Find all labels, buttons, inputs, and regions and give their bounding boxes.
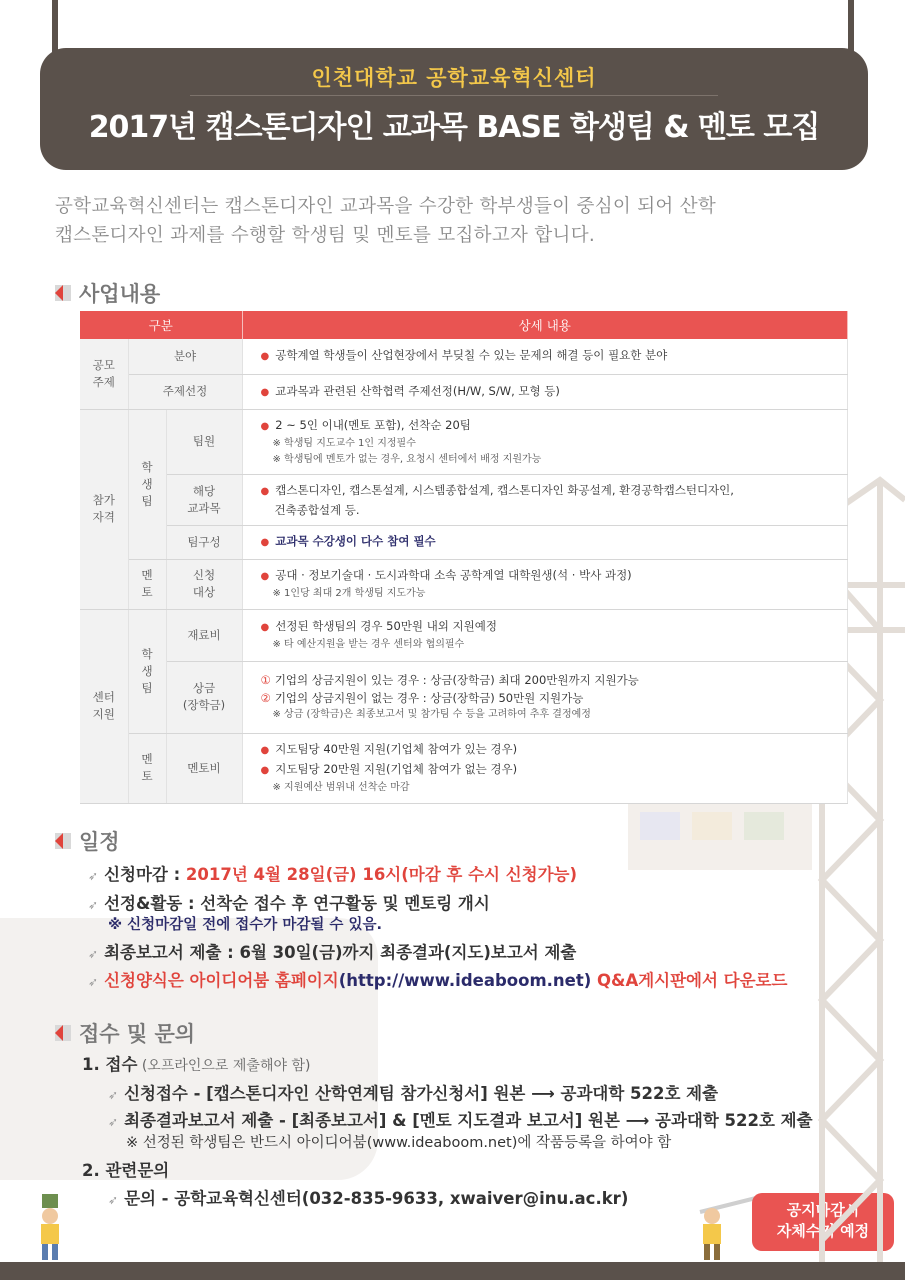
circled-two: ②	[260, 691, 271, 705]
prize-text-2: 기업의 상금지원이 없는 경우 : 상금(장학금) 50만원 지원가능	[274, 691, 584, 705]
section-schedule-title: 일정	[79, 830, 120, 854]
bullet-icon: ●	[260, 537, 270, 548]
cell-team-member: 팀원	[166, 409, 242, 474]
arrow-icon: ➶	[108, 1115, 119, 1129]
material-text: 선정된 학생팀의 경우 50만원 내외 지원예정	[275, 619, 497, 633]
topic-text: 교과목과 관련된 산학협력 주제선정(H/W, S/W, 모형 등)	[275, 383, 560, 398]
row-label-qualification: 참가 자격	[80, 409, 128, 609]
cell-material: 재료비	[166, 609, 242, 661]
course-text: 캡스톤디자인, 캡스톤설계, 시스템종합설계, 캡스톤디자인 화공설계, 환경공학캡스턴디자인,	[275, 482, 734, 497]
organization-name: 인천대학교 공학교육혁신센터	[311, 66, 597, 90]
cell-student-team: 학 생 팀	[128, 409, 166, 559]
cell-course: 해당 교과목	[166, 474, 242, 525]
form-text-a: 신청양식은 아이디어붐 홈페이지	[104, 971, 339, 990]
cell-support-mentor: 멘 토	[128, 733, 166, 803]
bullet-icon: ●	[260, 622, 270, 633]
cell-mentor: 멘 토	[128, 559, 166, 609]
bullet-icon: ●	[260, 765, 270, 776]
team-text: 2 ~ 5인 이내(멘토 포함), 선착순 20팀	[275, 417, 471, 432]
cell-topic: 주제선정	[128, 374, 242, 409]
page-title: 2017년 캡스톤디자인 교과목 BASE 학생팀 & 멘토 모집	[88, 110, 820, 145]
target-note: ※ 1인당 최대 2개 학생팀 지도가능	[272, 588, 426, 599]
item1-number: 1.	[82, 1055, 106, 1074]
table-row	[80, 374, 848, 409]
bullet-icon: ●	[260, 386, 270, 398]
row-label-support: 센터 지원	[80, 609, 128, 803]
cell-composition: 팀구성	[166, 525, 242, 559]
field-text: 공학계열 학생들이 산업현장에서 부딪칠 수 있는 문제의 해결 등이 필요한 분야	[275, 348, 668, 363]
arrow-icon: ➶	[108, 1088, 119, 1102]
business-table	[80, 311, 848, 804]
intro-line-1: 공학교육혁신센터는 캡스톤디자인 교과목을 수강한 학부생들이 중심이 되어 산학	[55, 196, 717, 217]
cell-support-student: 학 생 팀	[128, 609, 166, 733]
table-row	[80, 474, 848, 525]
contact-note: ※ 선정된 학생팀은 반드시 아이디어붐(www.ideaboom.net)에 작품등록을 하여야 함	[126, 1135, 672, 1151]
mentor-fee-text-1: 지도팀당 40만원 지원(기업체 참여가 있는 경우)	[275, 742, 518, 756]
mentor-fee-note: ※ 지원예산 범위내 선착순 마감	[272, 782, 410, 793]
prize-note: ※ 상금 (장학금)은 최종보고서 및 참가팀 수 등을 고려하여 추후 결정예정	[272, 709, 591, 720]
course-text-2: 건축종합설계 등.	[274, 502, 360, 517]
activity-text: 선정&활동 : 선착순 접수 후 연구활동 및 멘토링 개시	[104, 894, 490, 913]
bullet-icon: ●	[260, 745, 270, 756]
inquiry-text: 문의 - 공학교육혁신센터(032-835-9633, xwaiver@inu.ac.kr)	[124, 1189, 629, 1208]
arrow-icon: ➶	[108, 1193, 119, 1207]
arrow-icon: ➶	[88, 975, 99, 989]
section-contact-title: 접수 및 문의	[79, 1022, 196, 1046]
team-note-2: ※ 학생팀에 멘토가 없는 경우, 요청시 센터에서 배정 지원가능	[272, 453, 542, 465]
material-note: ※ 타 예산지원을 받는 경우 센터와 협의필수	[272, 639, 465, 650]
composition-text: 교과목 수강생이 다수 참여 필수	[275, 534, 436, 548]
apply-text: 신청접수 - [캡스톤디자인 산학연계팀 참가신청서] 원본 ⟶ 공과대학 522호 제출	[124, 1084, 719, 1103]
section-business-title: 사업내용	[79, 282, 161, 306]
item1-sub: (오프라인으로 제출해야 함)	[137, 1058, 311, 1074]
deadline-value: 2017년 4월 28일(금) 16시(마감 후 수시 신청가능)	[185, 865, 578, 884]
cell-prize: 상금 (장학금)	[166, 661, 242, 733]
contact-item-2: 2. 관련문의	[82, 1161, 170, 1180]
table-row	[80, 559, 848, 609]
form-text-c: Q&A게시판에서 다운로드	[591, 971, 788, 990]
cell-mentor-fee: 멘토비	[166, 733, 242, 803]
deadline-label: 신청마감 :	[104, 865, 186, 884]
item1-label: 접수	[105, 1055, 138, 1074]
circled-one: ①	[260, 673, 271, 687]
bullet-icon: ●	[260, 571, 270, 582]
bullet-icon: ●	[260, 420, 270, 432]
badge-line-2: 자체수거 예정	[776, 1222, 870, 1240]
table-row	[80, 661, 848, 733]
team-note-1: ※ 학생팀 지도교수 1인 지정필수	[272, 437, 416, 449]
table-header-row	[80, 311, 848, 339]
arrow-icon: ➶	[88, 898, 99, 912]
form-url-link[interactable]: (http://www.ideaboom.net)	[338, 971, 592, 990]
bullet-icon: ●	[260, 351, 270, 363]
mentor-fee-text-2: 지도팀당 20만원 지원(기업체 참여가 없는 경우)	[275, 762, 518, 776]
table-row	[80, 733, 848, 803]
header-category: 구분	[80, 311, 242, 339]
cell-target: 신청 대상	[166, 559, 242, 609]
activity-note: ※ 신청마감일 전에 접수가 마감될 수 있음.	[108, 917, 383, 933]
arrow-icon: ➶	[88, 947, 99, 961]
report-text: 최종보고서 제출 : 6월 30일(금)까지 최종결과(지도)보고서 제출	[104, 943, 577, 962]
intro-line-2: 캡스톤디자인 과제를 수행할 학생팀 및 멘토를 모집하고자 합니다.	[55, 225, 596, 246]
bullet-icon: ●	[260, 485, 270, 497]
header-detail: 상세 내용	[242, 311, 848, 339]
table-row	[80, 339, 848, 374]
final-text: 최종결과보고서 제출 - [최종보고서] & [멘토 지도결과 보고서] 원본 ⟶ 공과대학 522호 제출	[124, 1111, 813, 1130]
row-label-contest: 공모 주제	[80, 339, 128, 409]
table-row	[80, 409, 848, 474]
table-row	[80, 525, 848, 559]
arrow-icon: ➶	[88, 869, 99, 883]
prize-text-1: 기업의 상금지원이 있는 경우 : 상금(장학금) 최대 200만원까지 지원가능	[274, 673, 639, 687]
table-row	[80, 609, 848, 661]
cell-field: 분야	[128, 339, 242, 374]
target-text: 공대 · 정보기술대 · 도시과학대 소속 공학계열 대학원생(석 · 박사 과정)	[275, 568, 632, 582]
badge-line-1: 공지마감시	[786, 1201, 860, 1219]
